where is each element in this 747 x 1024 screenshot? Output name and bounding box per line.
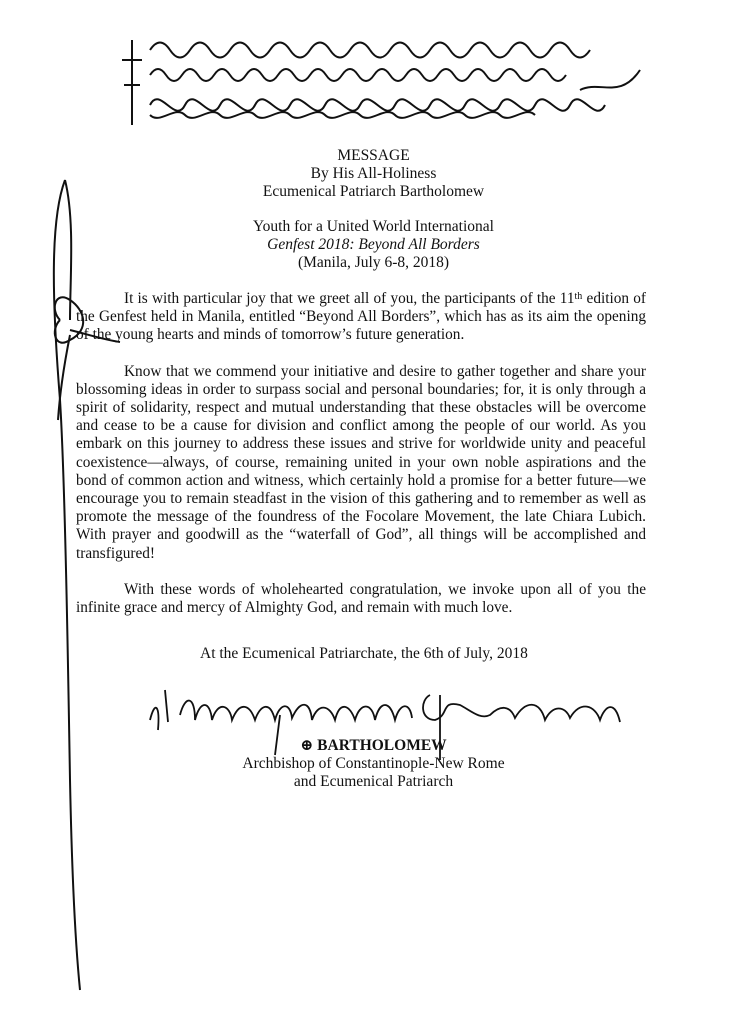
signer-title-1: Archbishop of Constantinople-New Rome [242,755,505,772]
paragraph-2: Know that we commend your initiative and desire to gather together and share your blossoming ideas in order to surpass social and personal boundaries; for, it is only through a spirit of solidarity, respect and mutual understanding that these obstacles will be overcome and cease to be a cause for division and conflict among the people of our world. As you embark on this journey to address these issues and strive for worldwide unity and peaceful coexistence—always, of course, remaining united in your own noble aspirations and the bond of common action and witness, which certainly hold a promise for a better future—we encourage you to remain steadfast in the vision of this gathering and to remember as well as promote the message of the foundress of the Focolare Movement, the late Chiara Lubich. With prayer and goodwill as the “waterfall of God”, all things will be accomplished and transfigured! [76,362,646,562]
heading-message: MESSAGE [337,147,410,164]
message-heading [0,147,747,201]
signer-name: ⊕ BARTHOLOMEW [300,737,447,754]
paragraph-1: It is with particular joy that we greet all of you, the participants of the 11th edition of the Genfest held in Manila, entitled “Beyond All Borders”, which has as its aim the opening of the young hearts and minds of tomorrow’s future generation. [76,290,646,344]
heading-patriarch: Ecumenical Patriarch Bartholomew [262,183,485,200]
message-body [76,290,646,635]
calligraphic-monogram-header [120,30,650,130]
event-place-date: (Manila, July 6-8, 2018) [297,254,450,271]
event-organization: Youth for a United World International [253,218,494,235]
dateline: At the Ecumenical Patriarchate, the 6th of July, 2018 [200,645,528,662]
superscript-th: th [574,291,583,302]
event-heading [0,218,747,272]
heading-by-line: By His All-Holiness [310,165,437,182]
signoff [0,737,747,791]
event-title: Genfest 2018: Beyond All Borders [267,236,480,253]
signer-title-2: and Ecumenical Patriarch [293,773,454,790]
paragraph-3: With these words of wholehearted congratulation, we invoke upon all of you the infinite grace and mercy of Almighty God, and remain with much love. [76,580,646,617]
